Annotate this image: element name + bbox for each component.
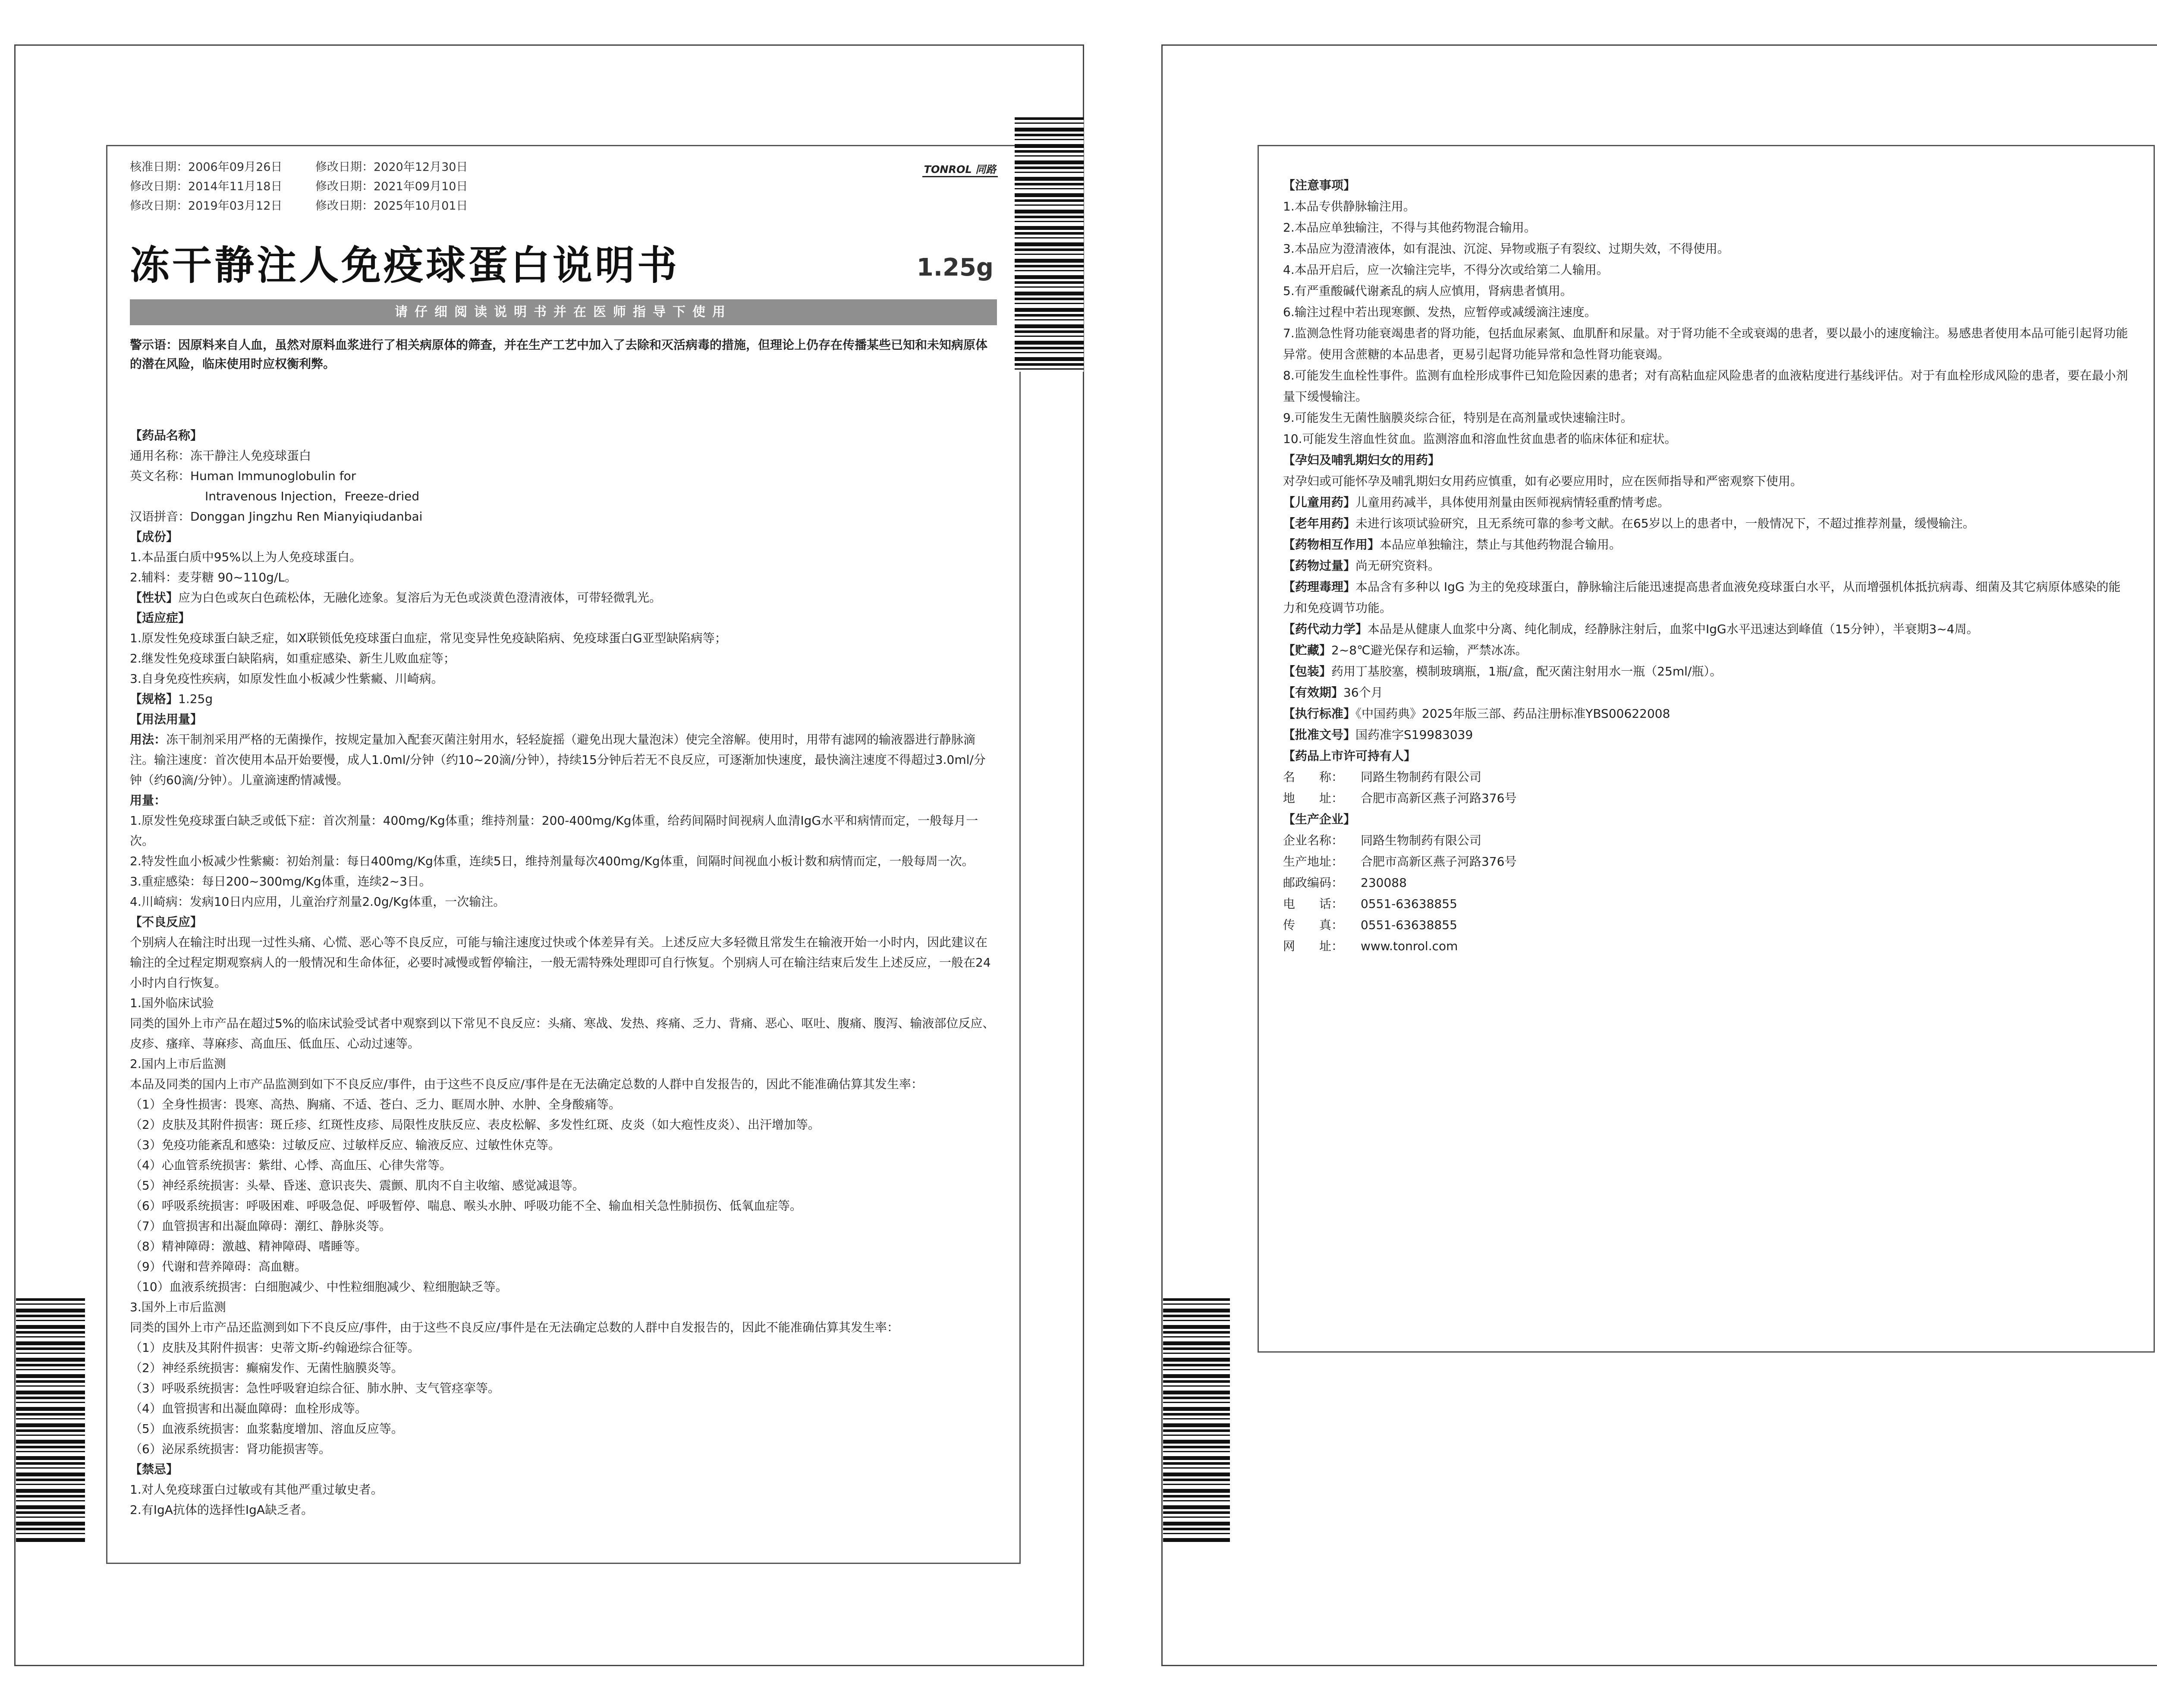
revision-dates	[130, 157, 997, 213]
contact-field	[1283, 936, 2129, 957]
approval-date: 核准日期：2006年09月26日	[130, 160, 283, 174]
section-heading: 【用法用量】	[130, 712, 203, 726]
text-line: 6.输注过程中若出现寒颤、发热，应暂停或减缓滴注速度。	[1283, 305, 1597, 319]
section-text: 未进行该项试验研究，且无系统可靠的参考文献。在65岁以上的患者中，一般情况下，不超过推荐剂量，缓慢输注。	[1355, 516, 1975, 531]
text-line: 2.国内上市后监测	[130, 1057, 226, 1071]
text-line: （5）血液系统损害：血浆黏度增加、溶血反应等。	[130, 1422, 403, 1436]
text-line: 2.特发性血小板减少性紫癜：初始剂量：每日400mg/Kg体重，连续5日，维持剂量每次400mg/Kg体重，间隔时间视血小板计数和病情而定，一般每周一次。	[130, 854, 974, 868]
section-line	[130, 587, 997, 608]
field-value: 0551-63638855	[1361, 918, 1457, 932]
text-line: 个别病人在输注时出现一过性头痛、心慌、恶心等不良反应，可能与输注速度过快或个体差异有关。上述反应大多轻微且常发生在输液开始一小时内，因此建议在输注的全过程定期观察病人的一般情况和生命体征，必要时减慢或暂停输注，一般无需特殊处理即可自行恢复。个别病人可在输注结束后发生上述反应，一般在24小时内自行恢复。	[130, 935, 991, 990]
text-line: 1.本品专供静脉输注用。	[1283, 199, 1415, 214]
section-line	[1283, 724, 2129, 745]
text-line: 1.本品蛋白质中95%以上为人免疫球蛋白。	[130, 550, 362, 564]
section-text: 冻干制剂采用严格的无菌操作，按规定量加入配套灭菌注射用水，轻轻旋摇（避免出现大量泡沫）使完全溶解。使用时，用带有滤网的输液器进行静脉滴注。输注速度：首次使用本品开始要慢，成人1.0ml/分钟（约10~20滴/分钟），持续15分钟后若无不良反应，可逐渐加快速度，最快滴注速度不得超过3.0ml/分钟（约60滴/分钟）。儿童滴速酌情减慢。	[130, 732, 986, 787]
text-line: 英文名称：Human Immunoglobulin for	[130, 469, 356, 483]
field-value: 同路生物制药有限公司	[1361, 770, 1482, 784]
section-line	[1283, 555, 2129, 576]
section-heading: 【适应症】	[130, 611, 191, 625]
contact-field	[1283, 914, 2129, 936]
section-heading: 【成份】	[130, 530, 179, 544]
section-heading: 【老年用药】	[1283, 516, 1356, 531]
barcode-left-top	[1015, 117, 1084, 372]
text-line: 7.监测急性肾功能衰竭患者的肾功能，包括血尿素氮、血肌酐和尿量。对于肾功能不全或衰竭的患者，要以最小的速度输注。易感患者使用本品可能引起肾功能异常。使用含蔗糖的本品患者，更易引起肾功能异常和急性肾功能衰竭。	[1283, 326, 2128, 361]
section-text: 药用丁基胶塞，模制玻璃瓶，1瓶/盒，配灭菌注射用水一瓶（25ml/瓶）。	[1331, 664, 1722, 678]
text-line: （7）血管损害和出凝血障碍：潮红、静脉炎等。	[130, 1219, 391, 1233]
section-text: 国药准字S19983039	[1355, 728, 1473, 742]
text-line: 2.辅料：麦芽糖 90~110g/L。	[130, 570, 297, 584]
section-heading: 【禁忌】	[130, 1462, 179, 1476]
text-line: 1.对人免疫球蛋白过敏或有其他严重过敏史者。	[130, 1482, 383, 1497]
section-heading: 【批准文号】	[1283, 728, 1356, 742]
section-heading: 【药品上市许可持有人】	[1283, 749, 1416, 763]
right-panel	[1258, 145, 2155, 1353]
text-line: （1）全身性损害：畏寒、高热、胸痛、不适、苍白、乏力、眶周水肿、水肿、全身酸痛等。	[130, 1097, 621, 1111]
section-heading: 【包装】	[1283, 664, 1332, 678]
text-line: （3）呼吸系统损害：急性呼吸窘迫综合征、肺水肿、支气管痉挛等。	[130, 1381, 500, 1395]
section-text: 1.25g	[178, 692, 213, 706]
text-line: （8）精神障碍：激越、精神障碍、嗜睡等。	[130, 1239, 367, 1253]
section-line	[1283, 513, 2129, 534]
section-text: 本品含有多种以 IgG 为主的免疫球蛋白，静脉输注后能迅速提高患者血液免疫球蛋白水平，从而增强机体抵抗病毒、细菌及其它病原体感染的能力和免疫调节功能。	[1283, 580, 2121, 615]
warning-statement: 警示语：因原料来自人血，虽然对原料血浆进行了相关病原体的筛查，并在生产工艺中加入了去除和灭活病毒的措施，但理论上仍存在传播某些已知和未知病原体的潜在风险，临床使用时应权衡利弊。	[130, 338, 988, 371]
contact-field	[1283, 872, 2129, 893]
field-value: www.tonrol.com	[1361, 939, 1458, 953]
field-label: 生产地址：	[1283, 854, 1344, 869]
barcode-right-bottom	[1163, 1298, 1230, 1544]
section-text: 尚无研究资料。	[1355, 559, 1440, 573]
section-heading: 用量：	[130, 793, 167, 807]
section-text: 本品是从健康人血浆中分离、纯化制成，经静脉注射后，血浆中IgG水平迅速达到峰值（15分钟），半衰期3~4周。	[1368, 622, 1979, 636]
section-text: 本品应单独输注，禁止与其他药物混合输用。	[1380, 537, 1622, 552]
revision-date: 修改日期：2019年03月12日	[130, 199, 283, 213]
text-line: （4）血管损害和出凝血障碍：血栓形成等。	[130, 1401, 367, 1416]
section-line	[1283, 640, 2129, 661]
text-line: 本品及同类的国内上市产品监测到如下不良反应/事件，由于这些不良反应/事件是在无法确定总数的人群中自发报告的，因此不能准确估算其发生率：	[130, 1077, 923, 1091]
field-value: 合肥市高新区燕子河路376号	[1361, 854, 1517, 869]
section-heading: 【执行标准】	[1283, 706, 1356, 721]
text-line: 1.国外临床试验	[130, 996, 214, 1010]
field-label: 传 真：	[1283, 918, 1344, 932]
text-line: 2.继发性免疫球蛋白缺陷病，如重症感染、新生儿败血症等；	[130, 651, 456, 666]
contact-field	[1283, 766, 2129, 788]
section-text: 儿童用药减半，具体使用剂量由医师视病情轻重酌情考虑。	[1355, 495, 1670, 509]
section-heading: 【药物过量】	[1283, 559, 1356, 573]
section-line	[1283, 703, 2129, 724]
text-line: （3）免疫功能紊乱和感染：过敏反应、过敏样反应、输液反应、过敏性休克等。	[130, 1138, 560, 1152]
section-text: 36个月	[1343, 685, 1383, 700]
text-line: 对孕妇或可能怀孕及哺乳期妇女用药应慎重，如有必要应用时，应在医师指导和严密观察下使用。	[1283, 474, 1803, 488]
text-line: 5.有严重酸碱代谢紊乱的病人应慎用，肾病患者慎用。	[1283, 284, 1572, 298]
section-heading: 【孕妇及哺乳期妇女的用药】	[1283, 453, 1440, 467]
section-heading: 【注意事项】	[1283, 178, 1356, 192]
text-line: 8.可能发生血栓性事件。监测有血栓形成事件已知危险因素的患者；对有高粘血症风险患者的血液粘度进行基线评估。对于有血栓形成风险的患者，要在最小剂量下缓慢输注。	[1283, 368, 2128, 404]
text-line: （1）皮肤及其附件损害：史蒂文斯-约翰逊综合征等。	[130, 1341, 420, 1355]
revision-date: 修改日期：2021年09月10日	[315, 180, 468, 193]
section-text: 2~8℃避光保存和运输，严禁冰冻。	[1331, 643, 1528, 657]
text-line: 3.国外上市后监测	[130, 1300, 226, 1314]
section-heading: 【生产企业】	[1283, 812, 1356, 826]
field-label: 企业名称：	[1283, 833, 1344, 848]
section-heading: 【不良反应】	[130, 915, 203, 929]
field-label: 邮政编码：	[1283, 876, 1344, 890]
section-heading: 【有效期】	[1283, 685, 1344, 700]
section-line	[130, 729, 997, 790]
text-line: （2）神经系统损害：癫痫发作、无菌性脑膜炎等。	[130, 1361, 403, 1375]
text-line: （6）泌尿系统损害：肾功能损害等。	[130, 1442, 331, 1456]
specification-badge: 1.25g	[916, 254, 994, 282]
field-label: 名 称：	[1283, 770, 1344, 784]
text-line: 2.有IgA抗体的选择性IgA缺乏者。	[130, 1503, 314, 1517]
left-sheet	[14, 44, 1084, 1666]
barcode-left-bottom	[16, 1298, 85, 1544]
field-value: 0551-63638855	[1361, 897, 1457, 911]
text-line: 同类的国外上市产品在超过5%的临床试验受试者中观察到以下常见不良反应：头痛、寒战、发热、疼痛、乏力、背痛、恶心、呕吐、腹痛、腹泻、输液部位反应、皮疹、瘙痒、荨麻疹、高血压、低血压、心动过速等。	[130, 1016, 995, 1051]
right-sheet	[1161, 44, 2157, 1666]
contact-field	[1283, 893, 2129, 914]
text-line: 1.原发性免疫球蛋白缺乏或低下症：首次剂量：400mg/Kg体重；维持剂量：200-400mg/Kg体重，给药间隔时间视病人血清IgG水平和病情而定，一般每月一次。	[130, 813, 978, 848]
text-line: Intravenous Injection，Freeze-dried	[205, 489, 420, 503]
text-line: 通用名称：冻干静注人免疫球蛋白	[130, 449, 311, 463]
section-heading: 【规格】	[130, 692, 179, 706]
section-text: 应为白色或灰白色疏松体，无融化迹象。复溶后为无色或淡黄色澄清液体，可带轻微乳光。	[178, 590, 662, 605]
text-line: 2.本品应单独输注，不得与其他药物混合输用。	[1283, 220, 1536, 235]
section-heading: 【药理毒理】	[1283, 580, 1356, 594]
text-line: 1.原发性免疫球蛋白缺乏症，如X联锁低免疫球蛋白血症，常见变异性免疫缺陷病、免疫球蛋白G亚型缺陷病等；	[130, 631, 727, 645]
text-line: 3.本品应为澄清液体，如有混浊、沉淀、异物或瓶子有裂纹、过期失效，不得使用。	[1283, 242, 1729, 256]
field-label: 地 址：	[1283, 791, 1344, 805]
left-body-text	[130, 425, 997, 1520]
text-line: （10）血液系统损害：白细胞减少、中性粒细胞减少、粒细胞缺乏等。	[130, 1280, 508, 1294]
instruction-banner: 请仔细阅读说明书并在医师指导下使用	[130, 299, 997, 325]
section-line	[1283, 619, 2129, 640]
section-heading: 【药代动力学】	[1283, 622, 1368, 636]
left-panel	[106, 145, 1021, 1564]
contact-field	[1283, 830, 2129, 851]
text-line: 10.可能发生溶血性贫血。监测溶血和溶血性贫血患者的临床体征和症状。	[1283, 432, 1677, 446]
right-body-text	[1283, 175, 2129, 957]
text-line: 4.本品开启后，应一次输注完毕，不得分次或给第二人输用。	[1283, 263, 1609, 277]
section-heading: 用法：	[130, 732, 167, 747]
text-line: （9）代谢和营养障碍：高血糖。	[130, 1259, 307, 1274]
text-line: 同类的国外上市产品还监测到如下不良反应/事件，由于这些不良反应/事件是在无法确定总数的人群中自发报告的，因此不能准确估算其发生率：	[130, 1320, 899, 1334]
title-row	[130, 234, 997, 294]
text-line: （5）神经系统损害：头晕、昏迷、意识丧失、震颤、肌肉不自主收缩、感觉减退等。	[130, 1178, 585, 1193]
section-heading: 【药品名称】	[130, 428, 203, 443]
section-text: 《中国药典》2025年版三部、药品注册标准YBS00622008	[1355, 706, 1670, 721]
revision-date: 修改日期：2025年10月01日	[315, 199, 468, 213]
section-line	[1283, 576, 2129, 619]
section-heading: 【性状】	[130, 590, 179, 605]
field-value: 同路生物制药有限公司	[1361, 833, 1482, 848]
text-line: 3.自身免疫性疾病，如原发性血小板减少性紫癜、川崎病。	[130, 672, 443, 686]
text-line: （6）呼吸系统损害：呼吸困难、呼吸急促、呼吸暂停、喘息、喉头水肿、呼吸功能不全、输血相关急性肺损伤、低氧血症等。	[130, 1199, 802, 1213]
section-line	[1283, 492, 2129, 513]
text-line: 4.川崎病：发病10日内应用，儿童治疗剂量2.0g/Kg体重，一次输注。	[130, 895, 506, 909]
field-value: 合肥市高新区燕子河路376号	[1361, 791, 1517, 805]
section-heading: 【贮藏】	[1283, 643, 1332, 657]
tonrol-logo: TONROL 同路	[922, 161, 998, 177]
section-line	[130, 689, 997, 709]
text-line: （2）皮肤及其附件损害：斑丘疹、红斑性皮疹、局限性皮肤反应、表皮松解、多发性红斑、皮炎（如大疱性皮炎）、出汗增加等。	[130, 1118, 820, 1132]
document-title: 冻干静注人免疫球蛋白说明书	[130, 242, 680, 289]
section-line	[1283, 682, 2129, 703]
text-line: 汉语拼音：Donggan Jingzhu Ren Mianyiqiudanbai	[130, 509, 423, 524]
contact-field	[1283, 851, 2129, 872]
field-label: 电 话：	[1283, 897, 1344, 911]
text-line: 3.重症感染：每日200~300mg/Kg体重，连续2~3日。	[130, 874, 431, 889]
field-value: 230088	[1361, 876, 1407, 890]
field-label: 网 址：	[1283, 939, 1344, 953]
revision-date: 修改日期：2014年11月18日	[130, 180, 283, 193]
section-heading: 【儿童用药】	[1283, 495, 1356, 509]
text-line: 9.可能发生无菌性脑膜炎综合征，特别是在高剂量或快速输注时。	[1283, 411, 1633, 425]
section-line	[1283, 534, 2129, 555]
contact-field	[1283, 788, 2129, 809]
text-line: （4）心血管系统损害：紫绀、心悸、高血压、心律失常等。	[130, 1158, 452, 1172]
section-line	[1283, 661, 2129, 682]
revision-date: 修改日期：2020年12月30日	[315, 160, 468, 174]
section-heading: 【药物相互作用】	[1283, 537, 1380, 552]
